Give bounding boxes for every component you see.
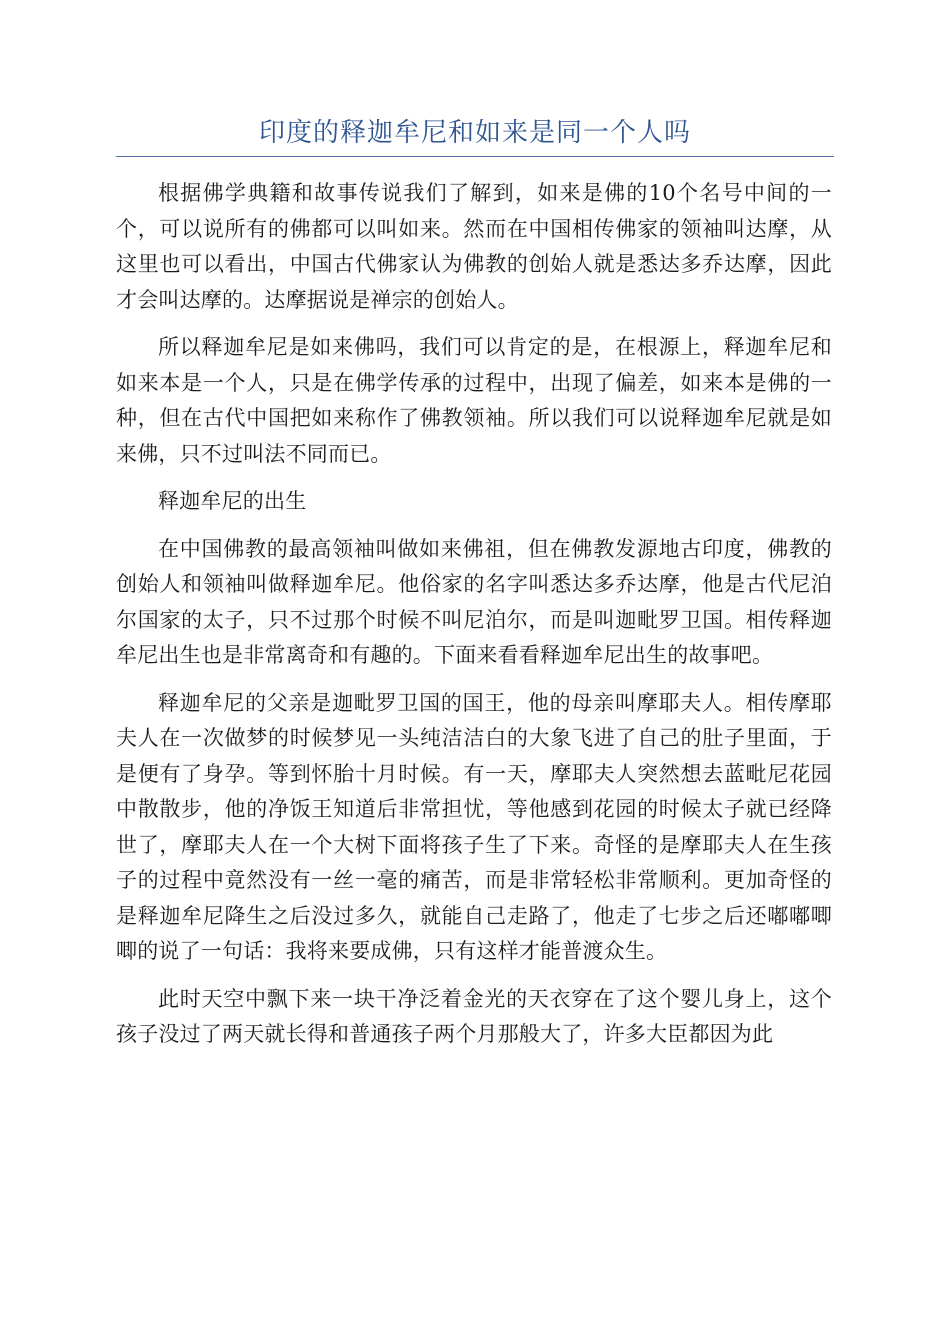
section-heading-birth: 释迦牟尼的出生 [158, 489, 307, 513]
paragraph-5: 此时天空中飘下来一块干净泛着金光的天衣穿在了这个婴儿身上，这个孩子没过了两天就长得和普通孩子两个月那般大了，许多大臣都因为此 [116, 986, 832, 1046]
document-body [116, 176, 832, 1065]
page-title: 印度的释迦牟尼和如来是同一个人吗 [258, 118, 691, 148]
paragraph-2: 所以释迦牟尼是如来佛吗，我们可以肯定的是，在根源上，释迦牟尼和如来本是一个人，只是在佛学传承的过程中，出现了偏差，如来本是佛的一种，但在古代中国把如来称作了佛教领袖。所以我们可以说释迦牟尼就是如来佛，只不过叫法不同而已。 [116, 335, 832, 466]
title-block [116, 110, 834, 157]
paragraph-3: 在中国佛教的最高领袖叫做如来佛祖，但在佛教发源地古印度，佛教的创始人和领袖叫做释迦牟尼。他俗家的名字叫悉达多乔达摩，他是古代尼泊尔国家的太子，只不过那个时候不叫尼泊尔，而是叫迦毗罗卫国。相传释迦牟尼出生也是非常离奇和有趣的。下面来看看释迦牟尼出生的故事吧。 [116, 536, 832, 667]
paragraph-1: 根据佛学典籍和故事传说我们了解到，如来是佛的10个名号中间的一个，可以说所有的佛都可以叫如来。然而在中国相传佛家的领袖叫达摩，从这里也可以看出，中国古代佛家认为佛教的创始人就是悉达多乔达摩，因此才会叫达摩的。达摩据说是禅宗的创始人。 [116, 181, 832, 312]
paragraph-4: 释迦牟尼的父亲是迦毗罗卫国的国王，他的母亲叫摩耶夫人。相传摩耶夫人在一次做梦的时候梦见一头纯洁洁白的大象飞进了自己的肚子里面，于是便有了身孕。等到怀胎十月时候。有一天，摩耶夫人突然想去蓝毗尼花园中散散步，他的净饭王知道后非常担忧，等他感到花园的时候太子就已经降世了，摩耶夫人在一个大树下面将孩子生了下来。奇怪的是摩耶夫人在生孩子的过程中竟然没有一丝一毫的痛苦，而是非常轻松非常顺利。更加奇怪的是释迦牟尼降生之后没过多久，就能自己走路了，他走了七步之后还嘟嘟唧唧的说了一句话：我将来要成佛，只有这样才能普渡众生。 [116, 690, 832, 963]
